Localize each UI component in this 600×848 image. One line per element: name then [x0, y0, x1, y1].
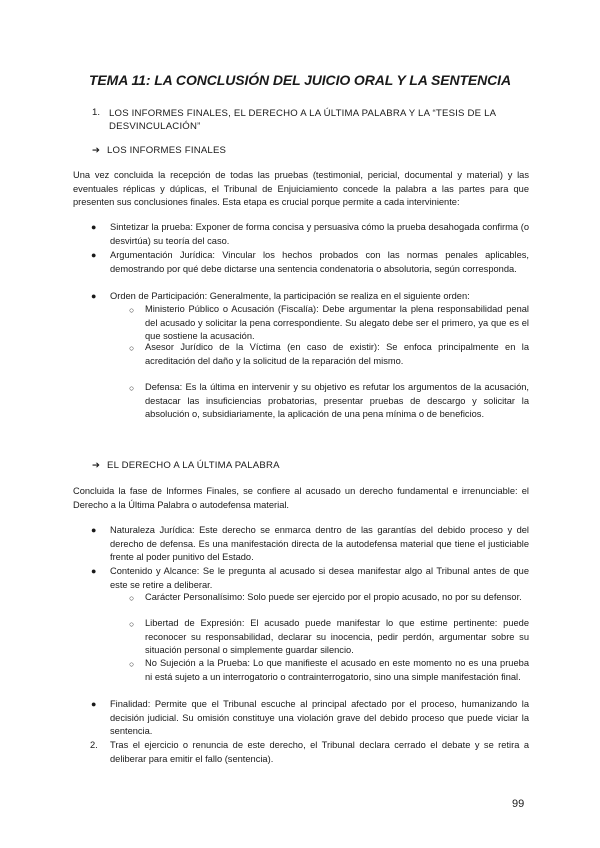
arrow-icon: ➔: [92, 460, 101, 471]
subbullet-marker: ○: [129, 383, 135, 393]
list-item: [110, 698, 529, 739]
sub-list-item-term: No Sujeción a la Prueba: [145, 658, 248, 668]
sub-list-item: [145, 381, 529, 422]
sub-list-item: [145, 303, 529, 344]
sub-list-item-text: : Es la última en intervenir y su objetivo es refutar los argumentos de la acusación, destacar las insuficiencias probatorias, presentar pruebas de descargo y solicitar la absolución o, subsidiariamente, la aplicación de una pena mínima o de beneficios.: [145, 382, 529, 419]
sub-list-item: [145, 591, 529, 605]
list-item: [110, 290, 529, 304]
subheading-text: EL DERECHO A LA ÚLTIMA PALABRA: [107, 460, 280, 471]
subbullet-marker: ○: [129, 659, 135, 669]
sub-list-item-text: : Se enfoca principalmente en la acreditación del daño y la solicitud de la reparación del mismo.: [145, 342, 529, 366]
numbered-marker: 2.: [90, 740, 98, 750]
subbullet-marker: ○: [129, 619, 135, 629]
list-item: [110, 565, 529, 592]
sub-list-item-text: : El acusado puede manifestar lo que estime pertinente: puede reconocer su responsabilidad, declarar su inocencia, pedir perdón, argumentar sobre su situación personal o simplemente guardar silencio.: [145, 618, 529, 655]
sub-list-item: [145, 657, 529, 684]
sub-list-item-term: Carácter Personalísimo: [145, 592, 243, 602]
sub-list-item-term: Asesor Jurídico de la Víctima (en caso de existir): [145, 342, 378, 352]
list-item-term: Contenido y Alcance: [110, 566, 197, 576]
list-item-text: : Generalmente, la participación se realiza en el siguiente orden:: [204, 291, 470, 301]
subbullet-marker: ○: [129, 305, 135, 315]
bullet-marker: ●: [91, 699, 97, 709]
sub-list-item-term: Defensa: [145, 382, 180, 392]
intro-paragraph: Una vez concluida la recepción de todas las pruebas (testimonial, pericial, documental y material) y las eventuales réplicas y dúplicas, el Tribunal de Enjuiciamiento concede la palabra a las partes para que presenten sus conclusiones finales. Esta etapa es crucial porque permite a cada interviniente:: [73, 170, 529, 207]
page-number: 99: [512, 798, 525, 810]
arrow-icon: ➔: [92, 145, 101, 156]
list-item-text: : Permite que el Tribunal escuche al principal afectado por el proceso, humanizando la decisión judicial. Su omisión constituye una violación grave del debido proceso que puede viciar la sentencia.: [110, 699, 529, 736]
bullet-marker: ●: [91, 525, 97, 535]
sub-list-item: [145, 341, 529, 368]
sub-list-item-term: Ministerio Público o Acusación (Fiscalía): [145, 304, 317, 314]
subbullet-marker: ○: [129, 593, 135, 603]
list-item-text: : Exponer de forma concisa y persuasiva cómo la prueba desahogada confirma (o desvirtúa) su teoría del caso.: [110, 222, 529, 246]
list-item-term: Orden de Participación: [110, 291, 205, 301]
page-title: TEMA 11: LA CONCLUSIÓN DEL JUICIO ORAL Y LA SENTENCIA: [88, 72, 511, 88]
section-number: 1.: [92, 107, 101, 118]
bullet-marker: ●: [91, 291, 97, 301]
intro-paragraph: Concluida la fase de Informes Finales, se confiere al acusado un derecho fundamental e irrenunciable: el Derecho a la Última Palabra o autodefensa material.: [73, 486, 529, 510]
bullet-marker: ●: [91, 566, 97, 576]
list-item-term: Naturaleza Jurídica: [110, 525, 193, 535]
sub-list-item-term: Libertad de Expresión: [145, 618, 242, 628]
subheading-ultima-palabra: [92, 460, 280, 471]
bullet-marker: ●: [91, 222, 97, 232]
sub-list-item: [145, 617, 529, 658]
list-item-term: Finalidad: [110, 699, 148, 709]
list-item-term: Sintetizar la prueba: [110, 222, 191, 232]
section-heading: LOS INFORMES FINALES, EL DERECHO A LA ÚLTIMA PALABRA Y LA “TESIS DE LA DESVINCULACIÓN”: [109, 108, 496, 132]
list-item: [110, 249, 529, 276]
bullet-marker: ●: [91, 250, 97, 260]
list-item: [110, 524, 529, 565]
list-item: [110, 221, 529, 248]
sub-list-item-text: : Solo puede ser ejercido por el propio acusado, no por su defensor.: [242, 592, 522, 602]
subbullet-marker: ○: [129, 343, 135, 353]
subheading-informes-finales: [92, 145, 226, 156]
subheading-text: LOS INFORMES FINALES: [107, 145, 227, 156]
list-item-text: : Se le pregunta al acusado si desea manifestar algo al Tribunal antes de que este se retire a deliberar.: [110, 566, 529, 590]
list-item-term: Argumentación Jurídica: [110, 250, 213, 260]
numbered-item-text: Tras el ejercicio o renuncia de este derecho, el Tribunal declara cerrado el debate y se retira a deliberar para emitir el fallo (sentencia).: [110, 740, 529, 764]
sub-list-item-text: : Lo que manifieste el acusado en este momento no es una prueba ni está sujeto a un interrogatorio o contrainterrogatorio, sino una simple manifestación final.: [145, 658, 529, 682]
sub-list-item-text: : Debe argumentar la plena responsabilidad penal del acusado y solicitar la pena correspondiente. Su alegato debe ser el primero, ya que es el que sostiene la acusación.: [145, 304, 529, 341]
list-item-text: : Este derecho se enmarca dentro de las garantías del debido proceso y del derecho de defensa. Es una manifestación directa de la autodefensa material que tiene el justiciable frente al poder punitivo del Estado.: [110, 525, 529, 562]
list-item-text: : Vincular los hechos probados con las normas penales aplicables, demostrando por qué debe dictarse una sentencia condenatoria o absolutoria, según corresponda.: [110, 250, 530, 274]
